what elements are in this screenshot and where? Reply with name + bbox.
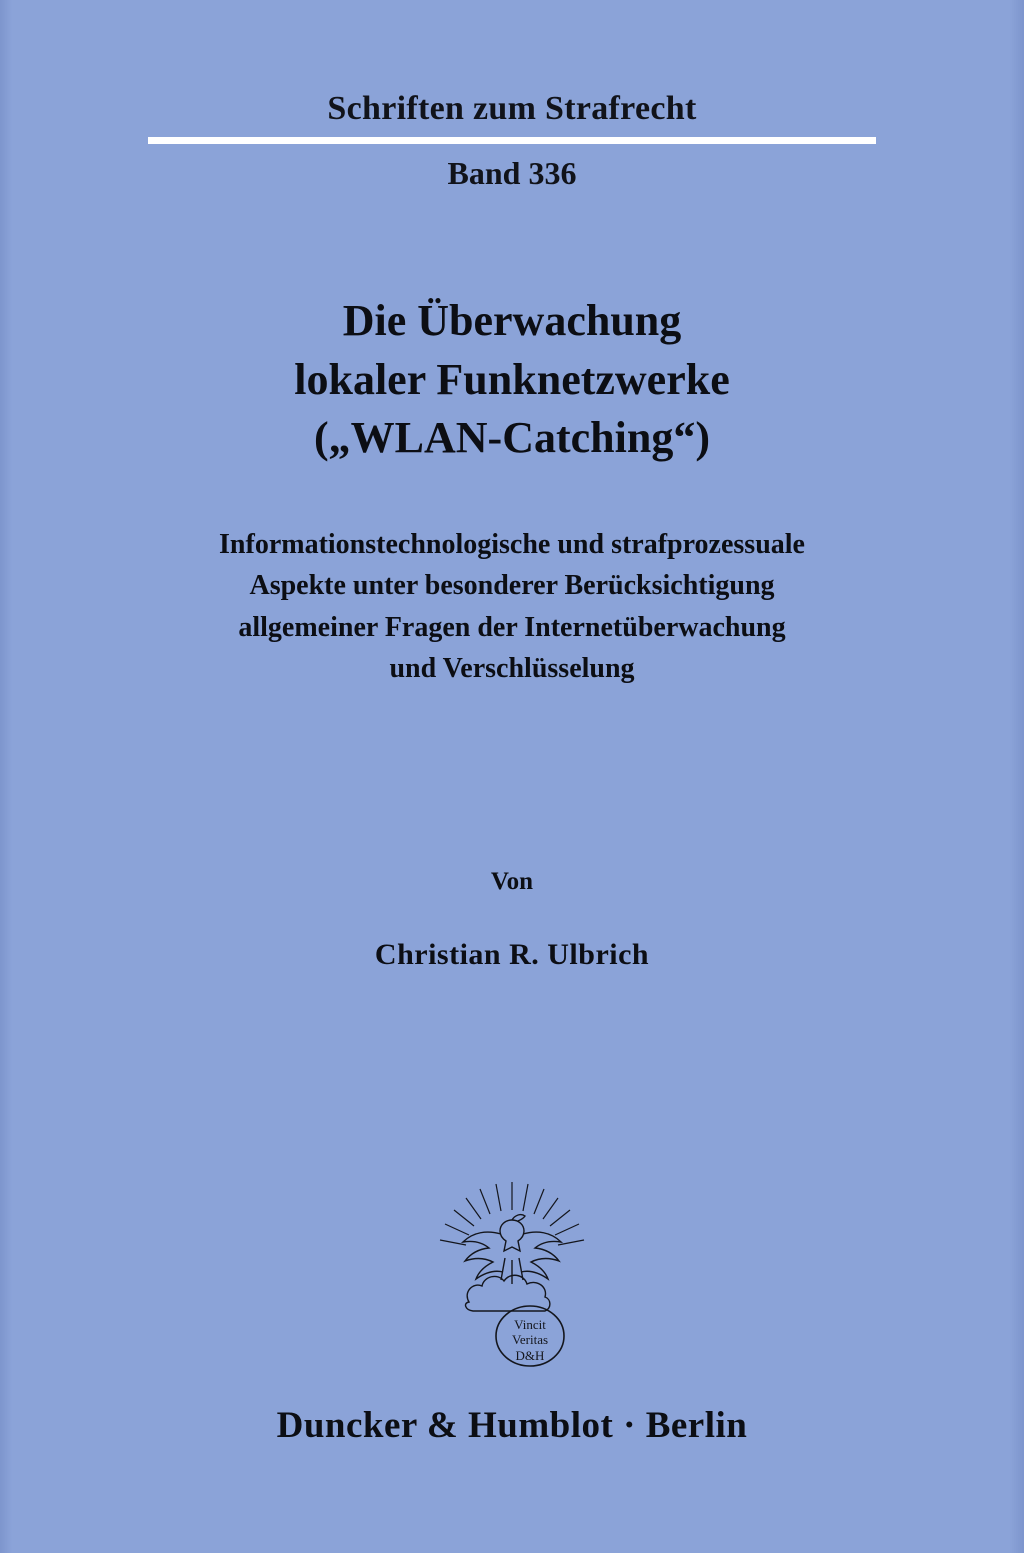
volume-number: Band 336 — [447, 155, 577, 191]
book-title-line-3: („WLAN-Catching“) — [314, 413, 710, 463]
author-prefix: Von — [490, 868, 534, 895]
book-title-line-1: Die Überwachung — [342, 296, 682, 345]
publisher-name: Duncker & Humblot · Berlin — [276, 1405, 748, 1446]
publisher-logo — [417, 1176, 607, 1376]
title-divider-rule — [148, 137, 876, 144]
book-title — [90, 292, 934, 468]
author-name: Christian R. Ulbrich — [374, 938, 650, 971]
book-subtitle-line-1: Informationstechnologische und strafprozessuale — [219, 529, 805, 560]
cover-left-edge-shading — [0, 0, 12, 1553]
logo-motto-line-3: D&H — [515, 1348, 545, 1363]
book-subtitle-line-2: Aspekte unter besonderer Berücksichtigung — [249, 570, 775, 602]
series-title: Schriften zum Strafrecht — [327, 90, 697, 127]
cover-right-edge-shading — [1010, 0, 1024, 1553]
book-subtitle — [110, 524, 914, 690]
logo-motto-line-2: Veritas — [511, 1332, 549, 1347]
logo-motto-line-1: Vincit — [514, 1317, 546, 1332]
book-subtitle-line-4: und Verschlüsselung — [389, 653, 635, 685]
book-title-line-2: lokaler Funknetzwerke — [294, 354, 730, 404]
book-subtitle-line-3: allgemeiner Fragen der Internetüberwachung — [238, 611, 786, 643]
